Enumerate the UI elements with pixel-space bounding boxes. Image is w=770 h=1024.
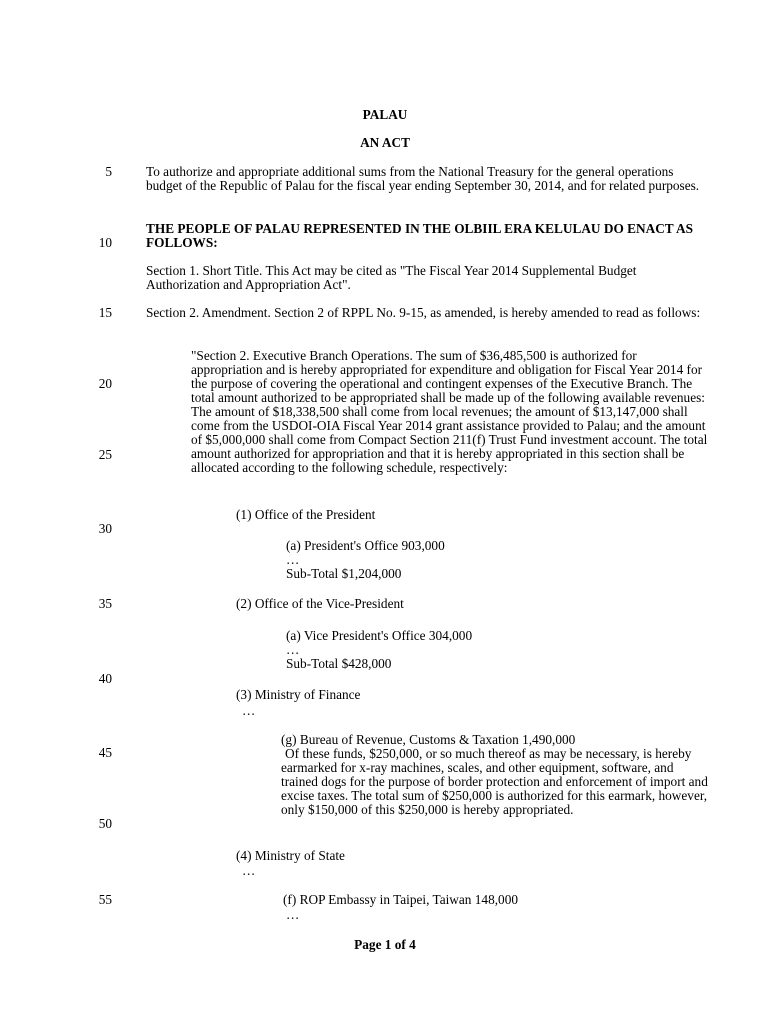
ellipsis: … xyxy=(242,863,256,878)
ellipsis: … xyxy=(286,642,300,657)
line-number: 45 xyxy=(98,745,112,760)
subtotal-vice-president: Sub-Total $428,000 xyxy=(286,656,392,671)
schedule-item-bureau-of-revenue: (g) Bureau of Revenue, Customs & Taxation 1,490,000 xyxy=(281,732,576,747)
enacting-clause: THE PEOPLE OF PALAU REPRESENTED IN THE OLBIIL ERA KELULAU DO ENACT AS FOLLOWS: xyxy=(146,221,694,250)
schedule-item-presidents-office: (a) President's Office 903,000 xyxy=(286,538,445,553)
line-number: 55 xyxy=(98,892,112,907)
preamble-paragraph: To authorize and appropriate additional sums from the National Treasury for the general operations budget of the Republic of Palau for the fiscal year ending September 30, 2014, and for related purposes. xyxy=(146,164,700,193)
subtotal-president: Sub-Total $1,204,000 xyxy=(286,566,402,581)
quoted-section-paragraph: "Section 2. Executive Branch Operations. The sum of $36,485,500 is authorized for appropriation and is hereby appropriated for expenditure and obligation for Fiscal Year 2014 for the purpose of covering the operational and contingent expenses of the Executive Branch. The total amount authorized to be appropriated shall be made up of the following available revenues: The amount of $18,338,500 shall come from local revenues; the amount of $13,147,000 shall come from the USDOI-OIA Fiscal Year 2014 grant assistance provided to Palau; and the amount of $5,000,000 shall come from Compact Section 211(f) Trust Fund investment account. The total amount authorized for appropriation and that it is hereby appropriated in this section shall be allocated according to the following schedule, respectively: xyxy=(191,348,708,475)
earmark-note xyxy=(281,747,711,817)
schedule-heading-president: (1) Office of the President xyxy=(236,507,376,522)
ellipsis: … xyxy=(286,907,300,922)
line-number: 15 xyxy=(98,305,112,320)
line-number: 30 xyxy=(98,521,112,536)
line-number: 5 xyxy=(105,164,112,179)
schedule-heading-vice-president: (2) Office of the Vice-President xyxy=(236,596,404,611)
line-number: 35 xyxy=(98,596,112,611)
section-2-paragraph: Section 2. Amendment. Section 2 of RPPL No. 9-15, as amended, is hereby amended to read as follows: xyxy=(146,305,701,320)
schedule-heading-state: (4) Ministry of State xyxy=(236,848,345,863)
line-number: 50 xyxy=(98,816,112,831)
ellipsis: … xyxy=(242,703,256,718)
line-number: 20 xyxy=(98,376,112,391)
schedule-item-vice-presidents-office: (a) Vice President's Office 304,000 xyxy=(286,628,473,643)
line-number: 25 xyxy=(98,447,112,462)
document-subtitle: AN ACT xyxy=(360,135,410,150)
line-number: 10 xyxy=(98,235,112,250)
page-number: Page 1 of 4 xyxy=(354,937,416,952)
earmark-note-text: Of these funds, $250,000, or so much thereof as may be necessary, is hereby earmarked for x-ray machines, scales, and other equipment, software, and trained dogs for the purpose of border protection and enforcement of import and excise taxes. The total sum of $250,000 is authorized for this earmark, however, only $150,000 of this $250,000 is hereby appropriated. xyxy=(281,746,708,817)
ellipsis: … xyxy=(286,552,300,567)
document-title: PALAU xyxy=(362,107,408,122)
line-number: 40 xyxy=(98,671,112,686)
schedule-heading-finance: (3) Ministry of Finance xyxy=(236,687,361,702)
section-1-paragraph: Section 1. Short Title. This Act may be cited as "The Fiscal Year 2014 Supplemental Budget Authorization and Appropriation Act". xyxy=(146,263,637,292)
schedule-item-taipei-embassy: (f) ROP Embassy in Taipei, Taiwan 148,000 xyxy=(283,892,518,907)
